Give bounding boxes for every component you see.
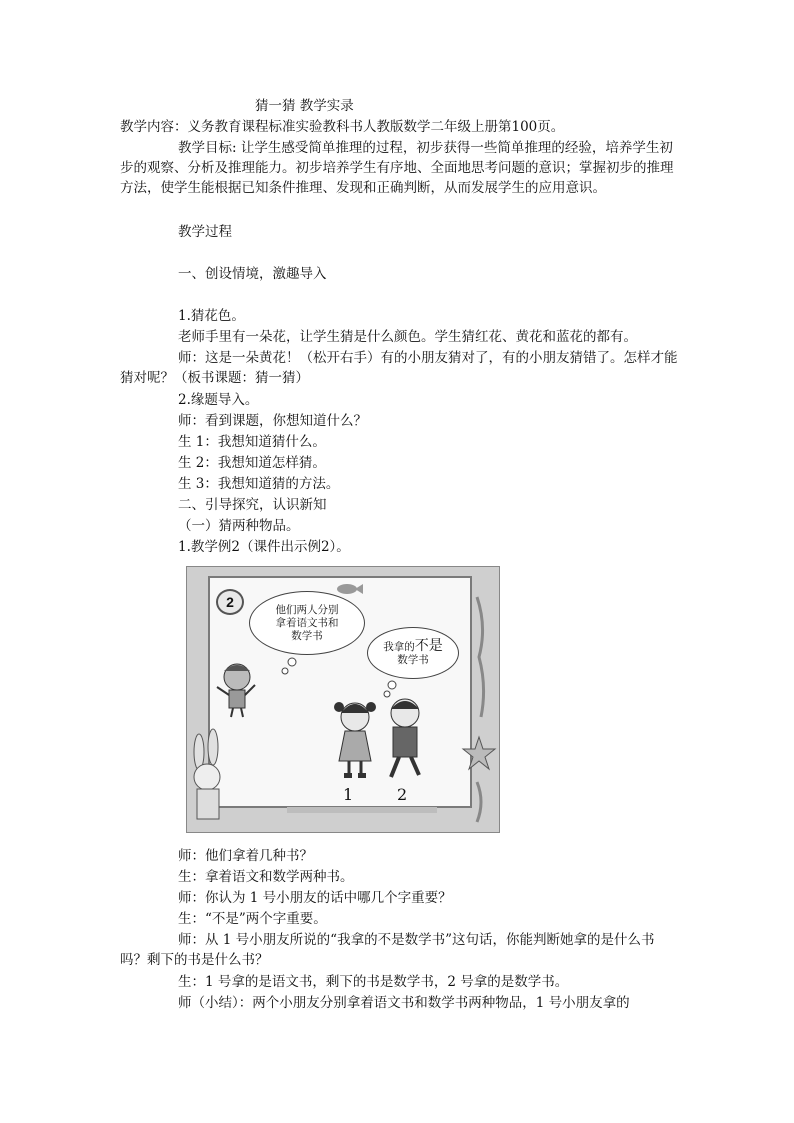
student-2-answer: 生 2：我想知道怎样猜。 [178, 455, 326, 471]
bubble2-prefix: 我拿的 [383, 640, 415, 653]
example-illustration [186, 566, 500, 833]
section1-heading: 一、创设情境，激趣导入 [178, 266, 327, 282]
content-line: 教学内容：义务教育课程标准实验教科书人教版数学二年级上册第100页。 [120, 119, 565, 135]
student-3-answer: 生 3：我想知道猜的方法。 [178, 476, 340, 492]
process-heading: 教学过程 [178, 224, 232, 240]
girl-thought-bubble [367, 627, 459, 679]
goal-paragraph: 教学目标: 让学生感受简单推理的过程，初步获得一些简单推理的经验，培养学生初步的观察、分析及推理能力。初步培养学生有序地、全面地思考问题的意识；掌握初步的推理方法，使学生能根据已知条件推理、发现和正确判断，从而发展学生的应用意识。 [120, 140, 674, 196]
dialogue-2: 生：拿着语文和数学两种书。 [178, 869, 354, 885]
item1-heading: 1.猜花色。 [178, 308, 245, 324]
dialogue-5: 师：从 1 号小朋友所说的“我拿的不是数学书”这句话，你能判断她拿的是什么书吗？剩下的书是什么书？ [120, 932, 655, 968]
dialogue-6: 生：1 号拿的是语文书，剩下的书是数学书，2 号拿的是数学书。 [178, 974, 569, 990]
bubble2-line2: 数学书 [397, 653, 429, 666]
dialogue-3: 师：你认为 1 号小朋友的话中哪几个字重要？ [178, 890, 452, 906]
bubble2-emphasis: 不是 [414, 637, 443, 654]
example-number-badge: 2 [216, 589, 244, 615]
item2-heading: 2.缘题导入。 [178, 392, 259, 408]
dialogue-4: 生：“不是”两个字重要。 [178, 911, 327, 927]
teacher-question: 师：看到课题，你想知道什么？ [178, 413, 367, 429]
subsection-1-heading: （一）猜两种物品。 [178, 518, 300, 534]
example-line: 1.教学例2（课件出示例2）。 [178, 539, 350, 555]
page-title: 猜一猜 教学实录 [255, 98, 354, 114]
narrator-thought-bubble [249, 591, 365, 655]
student-1-answer: 生 1：我想知道猜什么。 [178, 434, 326, 450]
section2-heading: 二、引导探究，认识新知 [178, 497, 327, 513]
bubble1-line3: 数学书 [291, 629, 323, 642]
figure-label-1: 1 [343, 785, 354, 804]
bubble1-line1: 他们两人分别 [275, 603, 339, 616]
dialogue-7: 师（小结）：两个小朋友分别拿着语文书和数学书两种物品，1 号小朋友拿的 [178, 995, 630, 1011]
paragraph-1: 老师手里有一朵花，让学生猜是什么颜色。学生猜红花、黄花和蓝花的都有。 [178, 329, 637, 345]
dialogue-1: 师：他们拿着几种书？ [178, 848, 313, 864]
bubble1-line2: 拿着语文书和 [275, 616, 339, 629]
paragraph-2: 师：这是一朵黄花！（松开右手）有的小朋友猜对了，有的小朋友猜错了。怎样才能猜对呢？（板书课题：猜一猜） [120, 350, 678, 386]
figure-label-2: 2 [397, 785, 408, 804]
